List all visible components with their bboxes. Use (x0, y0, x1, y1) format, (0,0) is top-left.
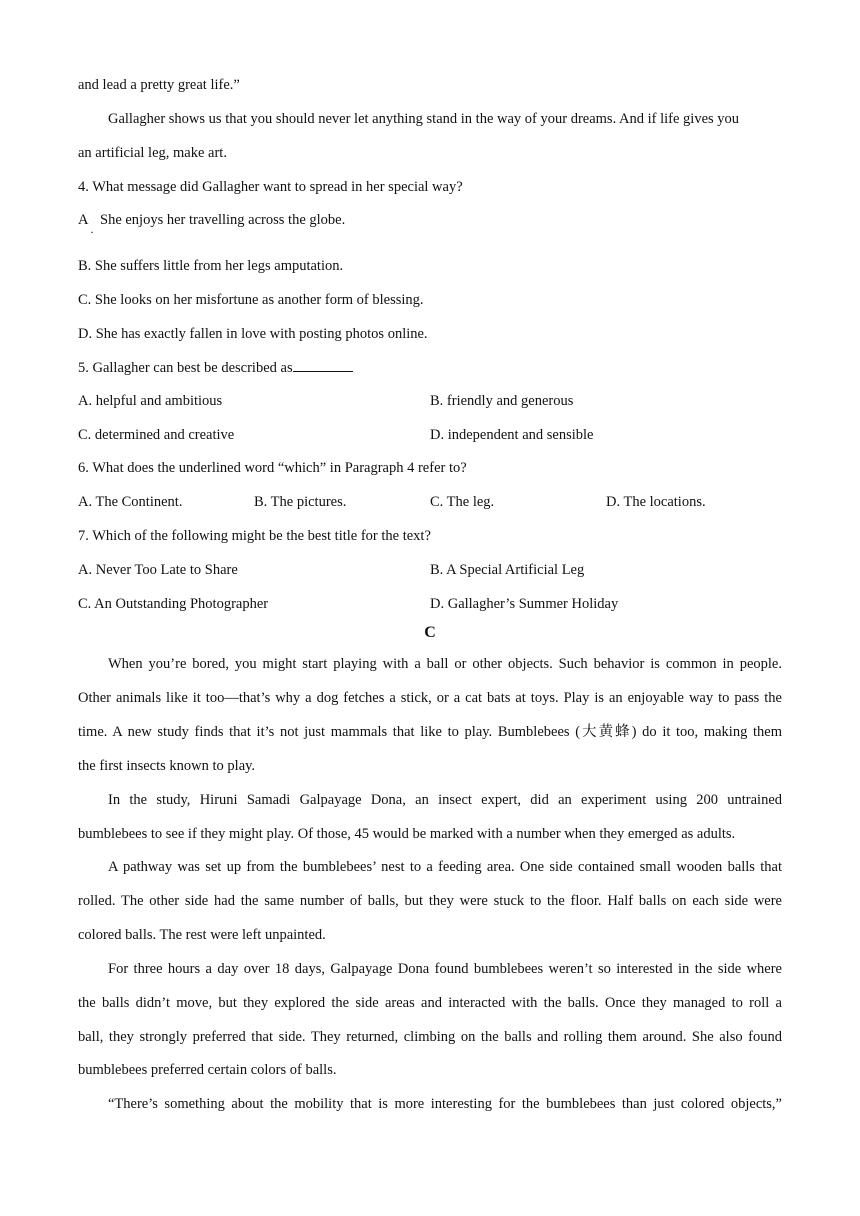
question-4-option-b: B. She suffers little from her legs amputation. (78, 258, 344, 274)
question-5-option-d: D. independent and sensible (430, 427, 594, 443)
question-7-option-b: B. A Special Artificial Leg (430, 562, 585, 578)
question-5-stem-text: 5. Gallagher can best be described as (78, 360, 293, 376)
question-4-option-c: C. She looks on her misfortune as another form of blessing. (78, 292, 424, 308)
period-mark: · (90, 225, 94, 239)
question-4-stem: 4. What message did Gallagher want to spread in her special way? (78, 179, 463, 195)
question-6-option-a: A. The Continent. (78, 494, 183, 510)
paragraph-line: time. A new study finds that it’s not just mammals that like to play. Bumblebees (大黄蜂) do it too, making them (78, 724, 782, 740)
passage-line: Gallagher shows us that you should never let anything stand in the way of your dreams. And if life gives you (108, 111, 740, 127)
question-4-option-a-letter: A (78, 212, 89, 228)
question-5-option-c: C. determined and creative (78, 427, 235, 443)
paragraph-line: bumblebees preferred certain colors of balls. (78, 1062, 337, 1078)
question-5-stem (78, 358, 353, 377)
question-6-option-c: C. The leg. (430, 494, 495, 510)
question-6-option-d: D. The locations. (606, 494, 706, 510)
paragraph-line: “There’s something about the mobility that is more interesting for the bumblebees than just colored objects,” (108, 1096, 782, 1112)
question-4-option-d: D. She has exactly fallen in love with posting photos online. (78, 326, 428, 342)
question-6-option-b: B. The pictures. (254, 494, 347, 510)
question-4-option-a: She enjoys her travelling across the globe. (100, 212, 346, 228)
question-7-option-d: D. Gallagher’s Summer Holiday (430, 596, 619, 612)
question-7-option-a: A. Never Too Late to Share (78, 562, 238, 578)
question-5-option-a: A. helpful and ambitious (78, 393, 223, 409)
passage-line: an artificial leg, make art. (78, 145, 227, 161)
paragraph-line: For three hours a day over 18 days, Galpayage Dona found bumblebees weren’t so interested in the side where (108, 961, 782, 977)
paragraph-line: rolled. The other side had the same number of balls, but they were stuck to the floor. Half balls on each side were (78, 893, 782, 909)
passage-line: and lead a pretty great life.” (78, 77, 240, 93)
paragraph-line: ball, they strongly preferred that side. They returned, climbing on the balls and rolling them around. She also found (78, 1029, 782, 1045)
section-heading: C (424, 624, 436, 641)
question-7-option-c: C. An Outstanding Photographer (78, 596, 269, 612)
question-5-option-b: B. friendly and generous (430, 393, 574, 409)
paragraph-line: When you’re bored, you might start playing with a ball or other objects. Such behavior is common in people. (108, 656, 782, 672)
question-7-stem: 7. Which of the following might be the best title for the text? (78, 528, 431, 544)
paragraph-line: the first insects known to play. (78, 758, 256, 774)
paragraph-line: bumblebees to see if they might play. Of those, 45 would be marked with a number when they emerged as adults. (78, 826, 736, 842)
paragraph-line: A pathway was set up from the bumblebees’ nest to a feeding area. One side contained small wooden balls that (108, 859, 782, 875)
question-6-stem: 6. What does the underlined word “which” in Paragraph 4 refer to? (78, 460, 467, 476)
paragraph-line: the balls didn’t move, but they explored the side areas and interacted with the balls. Once they managed to roll a (78, 995, 782, 1011)
paragraph-line: colored balls. The rest were left unpainted. (78, 927, 326, 943)
paragraph-line: Other animals like it too—that’s why a dog fetches a stick, or a cat bats at toys. Play is an enjoyable way to pass the (78, 690, 782, 706)
answer-blank (293, 358, 353, 372)
paragraph-line: In the study, Hiruni Samadi Galpayage Dona, an insect expert, did an experiment using 200 untrained (108, 792, 782, 808)
